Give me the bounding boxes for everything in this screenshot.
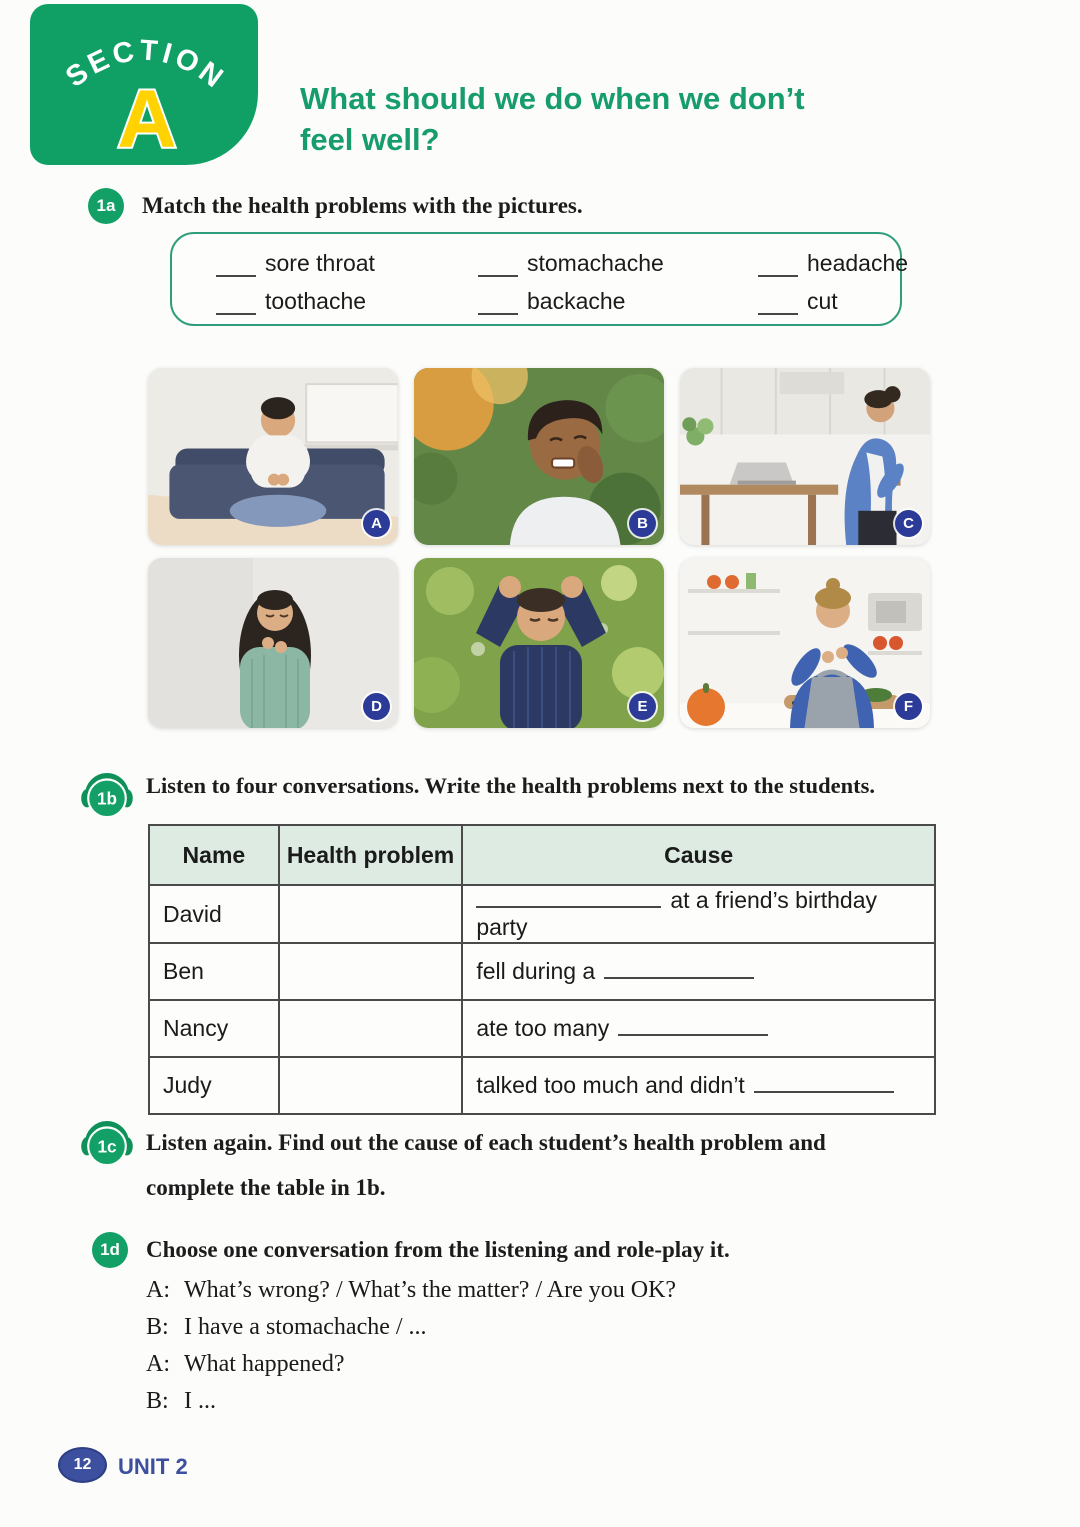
answer-blank — [216, 259, 256, 277]
col-header-cause: Cause — [462, 825, 935, 885]
photo-letter-badge: E — [629, 693, 656, 720]
health-problem-cell — [279, 1000, 463, 1057]
answer-blank — [758, 259, 798, 277]
table-row — [149, 1057, 935, 1114]
unit-label: UNIT 2 — [118, 1454, 188, 1479]
activity-badge-1a — [88, 188, 124, 224]
section-badge — [30, 4, 258, 165]
dialogue-speaker: B: — [146, 1388, 169, 1414]
page-number-badge — [58, 1447, 107, 1483]
photo-letter-badge: C — [895, 510, 922, 537]
answer-blank — [758, 297, 798, 315]
health-problem-cell — [279, 1057, 463, 1114]
cause-text: talked too much and didn’t — [476, 1072, 745, 1098]
photo-b — [414, 368, 664, 545]
photo-illustration-a — [148, 368, 398, 545]
page-number: 12 — [73, 1456, 92, 1473]
dialogue-line — [146, 1309, 846, 1346]
section-word: SECTION — [60, 34, 232, 97]
photo-illustration-c — [680, 368, 930, 545]
table-row — [149, 1000, 935, 1057]
student-name: Judy — [149, 1057, 279, 1114]
cause-text: fell during a — [476, 958, 596, 984]
dialogue-text: I ... — [184, 1388, 216, 1414]
health-word: backache — [527, 288, 626, 315]
health-problem-cell — [279, 885, 463, 943]
answer-blank — [478, 297, 518, 315]
student-name: David — [149, 885, 279, 943]
answer-blank — [604, 961, 754, 979]
photo-d — [148, 558, 398, 728]
photo-grid — [148, 368, 930, 728]
photo-letter-badge: F — [895, 693, 922, 720]
page-title — [300, 78, 900, 160]
listening-badge-1b — [78, 768, 136, 820]
word-item — [216, 243, 478, 277]
dialogue-speaker: A: — [146, 1351, 170, 1377]
dialogue-line — [146, 1346, 846, 1383]
photo-illustration-f — [680, 558, 930, 728]
photo-letter-badge: D — [363, 693, 390, 720]
health-word: sore throat — [265, 249, 375, 276]
dialogue-text: What happened? — [184, 1351, 345, 1377]
instruction-1c — [146, 1120, 906, 1210]
cause-cell — [462, 1000, 935, 1057]
dialogue-line — [146, 1383, 846, 1420]
photo-illustration-b — [414, 368, 664, 545]
listening-badge-1b-label: 1b — [96, 788, 118, 809]
table-header-row — [149, 825, 935, 885]
cause-cell — [462, 1057, 935, 1114]
cause-cell — [462, 943, 935, 1000]
photo-f — [680, 558, 930, 728]
page-title-line-1: What should we do when we don’t — [300, 81, 805, 116]
activity-badge-1d-label: 1d — [100, 1240, 120, 1259]
instruction-1b: Listen to four conversations. Write the health problems next to the students. — [146, 773, 875, 798]
role-play-dialogue — [146, 1272, 846, 1420]
word-item — [478, 281, 758, 315]
instruction-1c-line-1: Listen again. Find out the cause of each student’s health problem and — [146, 1130, 826, 1155]
instruction-1a: Match the health problems with the pictures. — [142, 193, 583, 218]
photo-e — [414, 558, 664, 728]
section-badge-art — [30, 4, 258, 165]
activity-badge-1a-label: 1a — [96, 196, 116, 215]
word-item — [478, 243, 758, 277]
table-row — [149, 885, 935, 943]
health-problem-cell — [279, 943, 463, 1000]
dialogue-text: I have a stomachache / ... — [184, 1314, 427, 1340]
dialogue-speaker: A: — [146, 1277, 170, 1303]
health-word: headache — [807, 249, 909, 276]
health-word: cut — [807, 288, 838, 315]
word-box — [170, 232, 909, 326]
instruction-1d: Choose one conversation from the listening and role-play it. — [146, 1237, 730, 1262]
photo-letter-badge: B — [629, 510, 656, 537]
section-letter: A — [117, 74, 177, 165]
1b-table — [148, 824, 936, 1115]
health-word: stomachache — [527, 249, 664, 276]
photo-a — [148, 368, 398, 545]
cause-text: ate too many — [476, 1015, 610, 1041]
col-header-name: Name — [149, 825, 279, 885]
answer-blank — [618, 1018, 768, 1036]
cause-cell — [462, 885, 935, 943]
health-word: toothache — [265, 288, 367, 315]
instruction-1c-line-2: complete the table in 1b. — [146, 1175, 386, 1200]
dialogue-line — [146, 1272, 846, 1309]
photo-c — [680, 368, 930, 545]
col-header-health-problem: Health problem — [279, 825, 463, 885]
dialogue-speaker: B: — [146, 1314, 169, 1340]
listening-badge-1c — [78, 1116, 136, 1168]
student-name: Nancy — [149, 1000, 279, 1057]
answer-blank — [478, 259, 518, 277]
word-item — [758, 243, 908, 277]
page-title-line-2: feel well? — [300, 122, 440, 157]
answer-blank — [754, 1075, 894, 1093]
word-item — [216, 281, 478, 315]
answer-blank — [476, 890, 661, 908]
photo-illustration-d — [148, 558, 398, 728]
answer-blank — [216, 297, 256, 315]
photo-illustration-e — [414, 558, 664, 728]
table-row — [149, 943, 935, 1000]
cause-text: at a friend’s birthday party — [476, 887, 878, 940]
dialogue-text: What’s wrong? / What’s the matter? / Are you OK? — [184, 1277, 677, 1303]
activity-badge-1d — [92, 1232, 128, 1268]
photo-letter-badge: A — [363, 510, 390, 537]
listening-badge-1c-label: 1c — [97, 1136, 117, 1157]
student-name: Ben — [149, 943, 279, 1000]
word-item — [758, 281, 908, 315]
